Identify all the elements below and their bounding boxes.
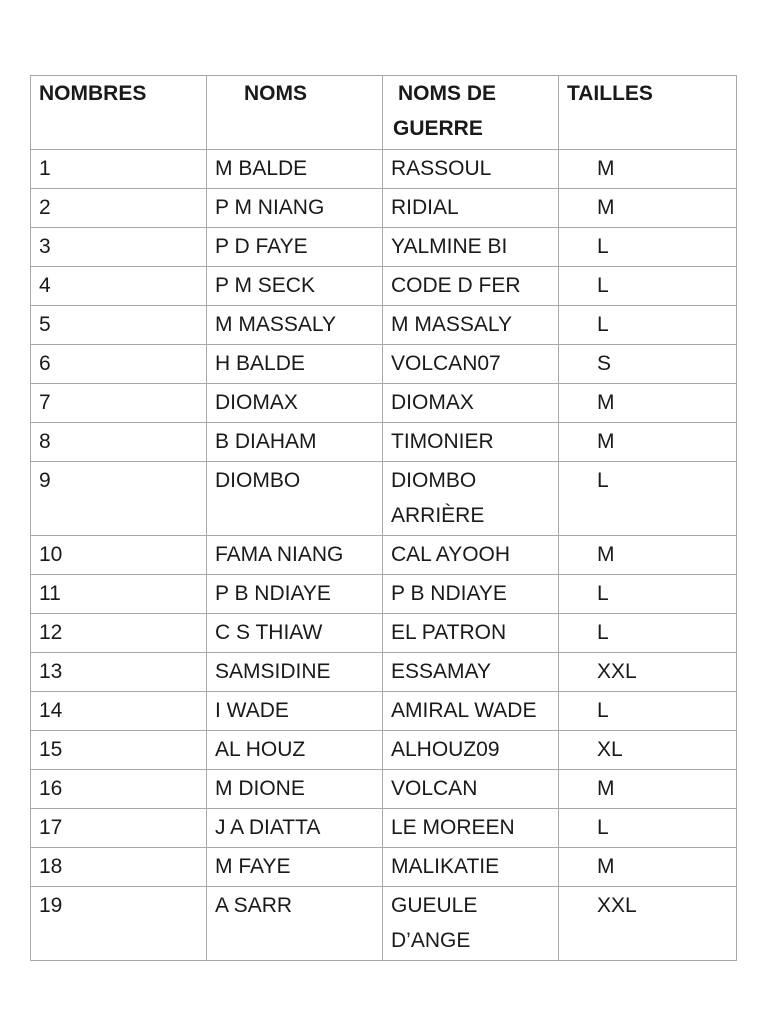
cell-number: 10 [31,536,207,575]
table-row [31,809,737,848]
cell-number: 16 [31,770,207,809]
cell-size: M [559,536,737,575]
cell-name: DIOMBO [207,462,383,536]
table-row [31,228,737,267]
cell-size: L [559,462,737,536]
table-header [31,76,737,150]
table-row [31,848,737,887]
cell-size: L [559,809,737,848]
cell-number: 14 [31,692,207,731]
cell-war-name: CAL AYOOH [383,536,559,575]
cell-war-name: P B NDIAYE [383,575,559,614]
cell-size: L [559,228,737,267]
cell-size: XL [559,731,737,770]
cell-number: 17 [31,809,207,848]
cell-war-name: VOLCAN07 [383,345,559,384]
roster-table [30,75,737,961]
cell-size: L [559,575,737,614]
table-row [31,267,737,306]
cell-size: XXL [559,887,737,961]
cell-name: M BALDE [207,150,383,189]
cell-size: M [559,423,737,462]
cell-size: L [559,306,737,345]
cell-name: FAMA NIANG [207,536,383,575]
header-noms-de-guerre-line2: GUERRE [393,117,483,140]
cell-number: 3 [31,228,207,267]
cell-name: B DIAHAM [207,423,383,462]
header-noms-de-guerre-line1: NOMS DE [398,82,497,105]
table-row [31,462,737,536]
table-row [31,345,737,384]
table-row [31,614,737,653]
cell-size: XXL [559,653,737,692]
cell-name: P M SECK [207,267,383,306]
cell-war-name: CODE D FER [383,267,559,306]
cell-name: A SARR [207,887,383,961]
cell-name: P M NIANG [207,189,383,228]
cell-war-name: YALMINE BI [383,228,559,267]
table-row [31,731,737,770]
cell-number: 13 [31,653,207,692]
cell-name: AL HOUZ [207,731,383,770]
cell-number: 5 [31,306,207,345]
cell-war-name: ALHOUZ09 [383,731,559,770]
table-row [31,653,737,692]
cell-number: 6 [31,345,207,384]
cell-name: P D FAYE [207,228,383,267]
cell-war-name: ESSAMAY [383,653,559,692]
cell-name: M DIONE [207,770,383,809]
cell-war-name: LE MOREEN [383,809,559,848]
table-row [31,189,737,228]
cell-number: 4 [31,267,207,306]
table-row [31,692,737,731]
cell-size: M [559,189,737,228]
table-row [31,887,737,961]
cell-size: L [559,267,737,306]
cell-number: 18 [31,848,207,887]
cell-size: M [559,384,737,423]
cell-war-name: RASSOUL [383,150,559,189]
header-noms-de-guerre [383,76,559,150]
cell-number: 8 [31,423,207,462]
cell-war-name: EL PATRON [383,614,559,653]
cell-size: M [559,770,737,809]
cell-name: P B NDIAYE [207,575,383,614]
cell-name: DIOMAX [207,384,383,423]
cell-size: L [559,614,737,653]
cell-number: 7 [31,384,207,423]
roster-table-container [30,75,736,961]
cell-name: J A DIATTA [207,809,383,848]
header-noms: NOMS [207,76,383,150]
cell-war-name: DIOMBO ARRIÈRE [383,462,559,536]
cell-war-name: AMIRAL WADE [383,692,559,731]
cell-war-name: DIOMAX [383,384,559,423]
cell-name: M FAYE [207,848,383,887]
table-row [31,575,737,614]
table-body [31,150,737,961]
cell-size: L [559,692,737,731]
header-tailles: TAILLES [559,76,737,150]
cell-number: 1 [31,150,207,189]
header-row [31,76,737,150]
cell-number: 11 [31,575,207,614]
cell-size: M [559,848,737,887]
cell-number: 9 [31,462,207,536]
cell-number: 12 [31,614,207,653]
table-row [31,150,737,189]
table-row [31,306,737,345]
cell-war-name: TIMONIER [383,423,559,462]
cell-war-name: MALIKATIE [383,848,559,887]
cell-name: H BALDE [207,345,383,384]
cell-number: 15 [31,731,207,770]
header-nombres: NOMBRES [31,76,207,150]
cell-war-name: M MASSALY [383,306,559,345]
cell-size: M [559,150,737,189]
cell-war-name: RIDIAL [383,189,559,228]
cell-name: M MASSALY [207,306,383,345]
cell-number: 2 [31,189,207,228]
table-row [31,384,737,423]
cell-war-name: GUEULE D’ANGE [383,887,559,961]
cell-name: I WADE [207,692,383,731]
table-row [31,770,737,809]
cell-size: S [559,345,737,384]
cell-name: SAMSIDINE [207,653,383,692]
cell-war-name: VOLCAN [383,770,559,809]
table-row [31,423,737,462]
table-row [31,536,737,575]
cell-number: 19 [31,887,207,961]
cell-name: C S THIAW [207,614,383,653]
